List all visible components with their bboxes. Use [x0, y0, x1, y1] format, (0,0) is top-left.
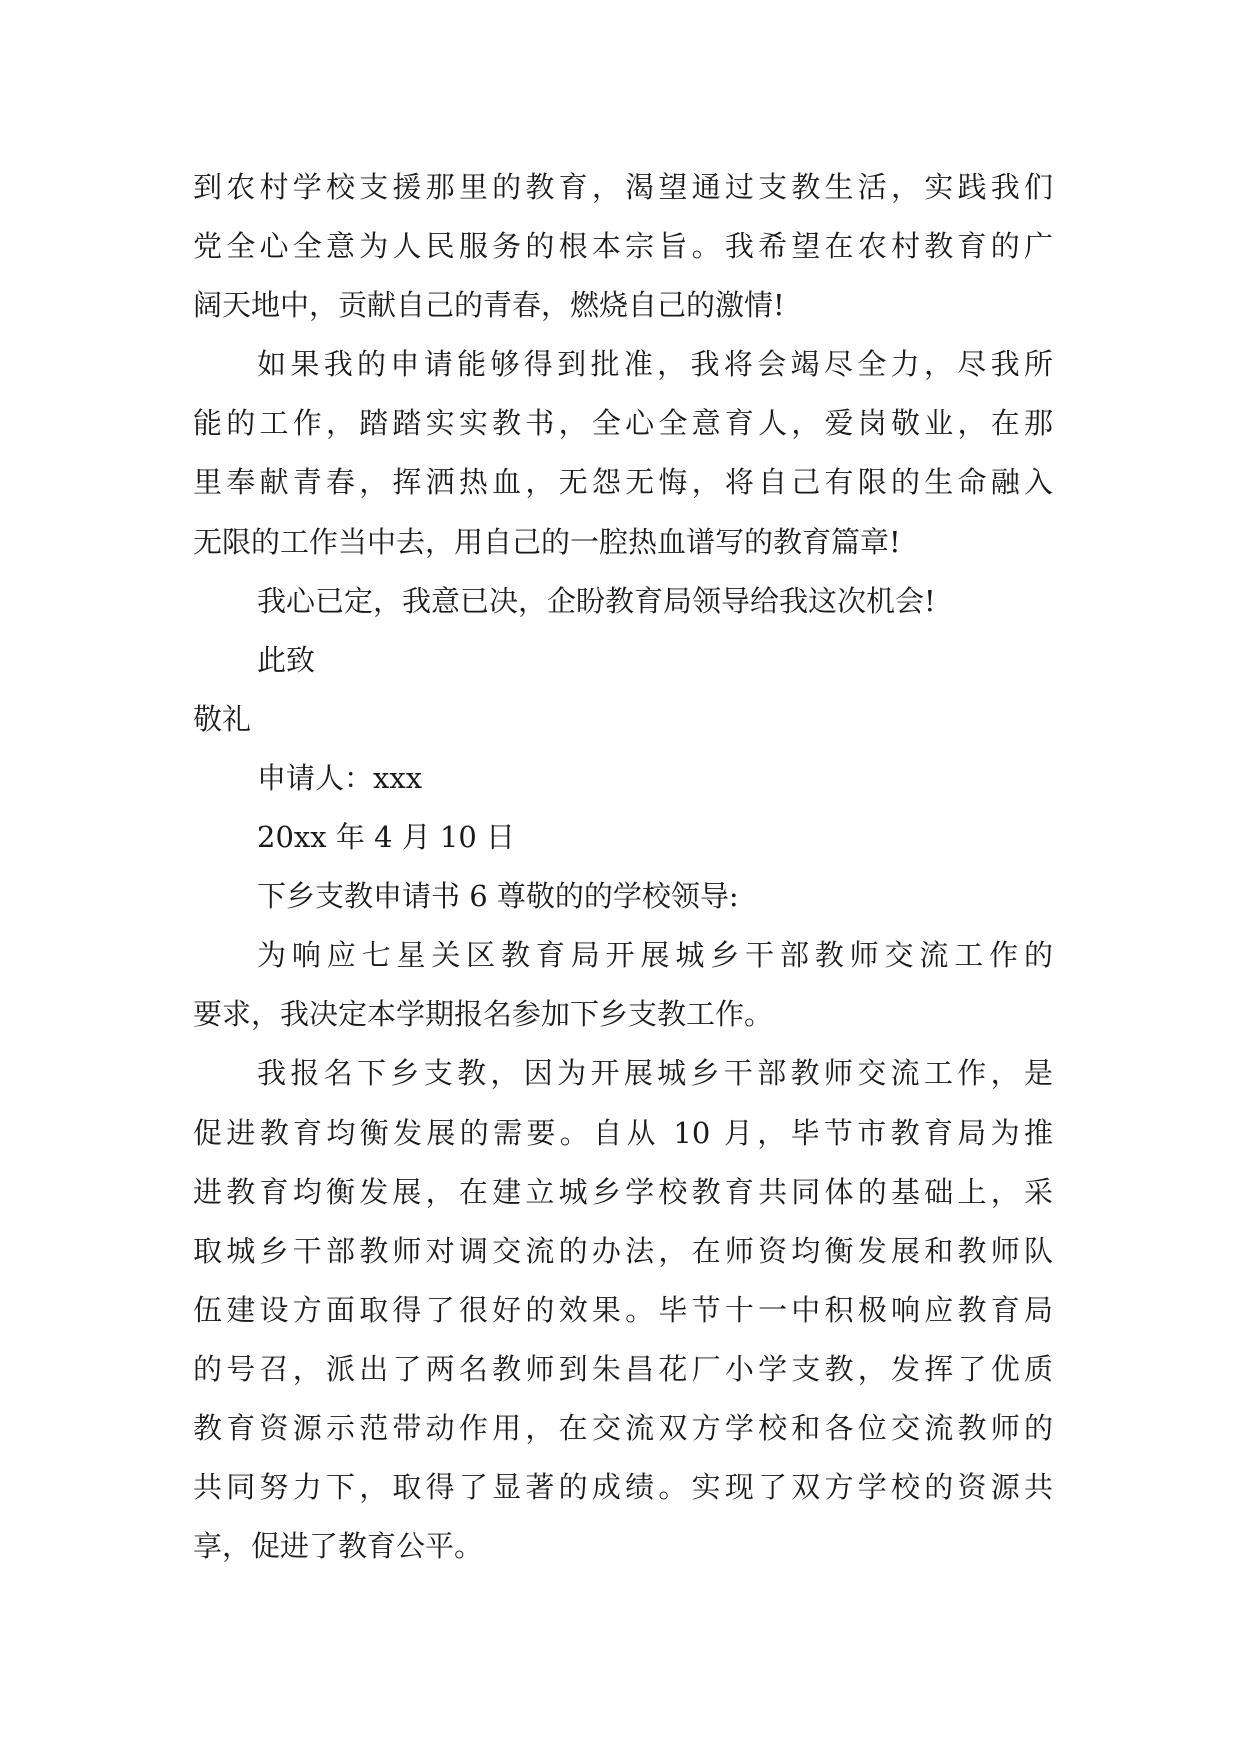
paragraph-start-line: 我报名下乡支教，因为开展城乡干部教师交流工作，是	[257, 1056, 1053, 1091]
text-line: 要求，我决定本学期报名参加下乡支教工作。	[193, 997, 774, 1032]
paragraph-start-line: 如果我的申请能够得到批准，我将会竭尽全力，尽我所	[257, 347, 1053, 382]
text-line: 党全心全意为人民服务的根本宗旨。我希望在农村教育的广	[193, 229, 1053, 264]
text-line: 的号召，派出了两名教师到朱昌花厂小学支教，发挥了优质	[193, 1351, 1053, 1386]
text-line: 到农村学校支援那里的教育，渴望通过支教生活，实践我们	[193, 170, 1053, 204]
paragraph-start-line: 为响应七星关区教育局开展城乡干部教师交流工作的	[257, 938, 1053, 973]
text-line: 伍建设方面取得了很好的效果。毕节十一中积极响应教育局	[193, 1292, 1053, 1327]
text-line: 促进教育均衡发展的需要。自从 10 月，毕节市教育局为推	[193, 1115, 1053, 1150]
text-line: 取城乡干部教师对调交流的办法，在师资均衡发展和教师队	[193, 1233, 1053, 1268]
letter-date: 20xx 年 4 月 10 日	[257, 820, 516, 855]
paragraph-start-line: 我心已定，我意已决，企盼教育局领导给我这次机会!	[257, 583, 936, 618]
closing-regards: 敬礼	[193, 701, 252, 736]
text-line: 里奉献青春，挥洒热血，无怨无悔，将自己有限的生命融入	[193, 465, 1053, 500]
text-line: 进教育均衡发展，在建立城乡学校教育共同体的基础上，采	[193, 1174, 1053, 1209]
text-line: 无限的工作当中去，用自己的一腔热血谱写的教育篇章!	[193, 524, 901, 559]
letter-heading: 下乡支教申请书 6 尊敬的的学校领导:	[257, 879, 739, 914]
text-line: 共同努力下，取得了显著的成绩。实现了双方学校的资源共	[193, 1470, 1053, 1505]
text-line: 享，促进了教育公平。	[193, 1529, 484, 1564]
applicant-signature: 申请人：xxx	[257, 760, 423, 795]
text-line: 教育资源示范带动作用，在交流双方学校和各位交流教师的	[193, 1410, 1053, 1445]
text-line: 阔天地中，贡献自己的青春，燃烧自己的激情!	[193, 288, 785, 323]
document-body	[193, 158, 1053, 1576]
text-line: 能的工作，踏踏实实教书，全心全意育人，爱岗敬业，在那	[193, 406, 1053, 441]
closing-salutation: 此致	[257, 642, 316, 677]
